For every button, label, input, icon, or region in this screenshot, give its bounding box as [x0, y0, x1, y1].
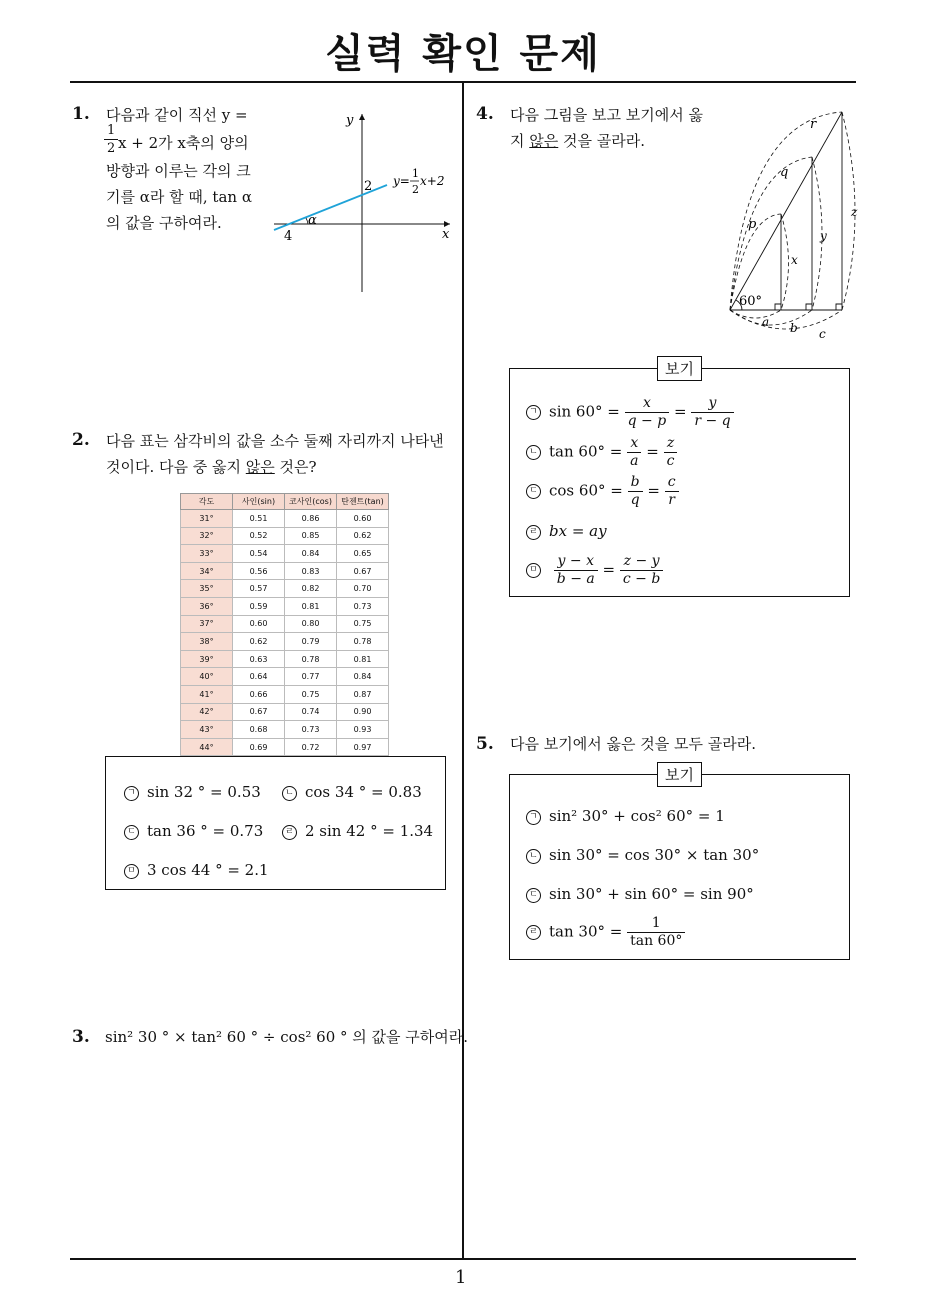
- angle-cell: 42°: [181, 703, 233, 721]
- angle-cell: 37°: [181, 615, 233, 633]
- p-label: p: [748, 217, 757, 232]
- value-cell: 0.66: [233, 685, 285, 703]
- fraction: $\frac{z - y}{c - b}$: [620, 553, 663, 588]
- option-mark: ㄴ: [282, 786, 297, 801]
- q4-option: ㄷ cos 60° = $\frac{b}{q}$ = $\frac{c}{r}$: [526, 474, 679, 509]
- x-intercept-label: 4: [284, 229, 293, 244]
- fraction: $\frac{y}{r - q}$: [691, 395, 733, 430]
- b-label: b: [790, 321, 798, 335]
- table-row: [181, 510, 389, 528]
- option-mark: ㄷ: [124, 825, 139, 840]
- header-cell: 사인(sin): [233, 494, 285, 510]
- q4-figure: [720, 104, 870, 344]
- value-cell: 0.75: [285, 685, 337, 703]
- value-cell: 0.67: [337, 562, 389, 580]
- option-mark: ㄱ: [526, 405, 541, 420]
- value-cell: 0.60: [337, 510, 389, 528]
- table-row: [181, 721, 389, 739]
- angle-cell: 31°: [181, 510, 233, 528]
- angle-cell: 43°: [181, 721, 233, 739]
- angle-cell: 40°: [181, 668, 233, 686]
- q2-line: 다음 표는 삼각비의 값을 소수 둘째 자리까지 나타낸: [106, 432, 444, 450]
- header-cell: 각도: [181, 494, 233, 510]
- option-mark: ㄹ: [526, 925, 541, 940]
- fraction: $\frac{y - x}{b - a}$: [554, 553, 598, 588]
- value-cell: 0.60: [233, 615, 285, 633]
- option-mark: ㅁ: [124, 864, 139, 879]
- q2-option: ㅁ 3 cos 44 ° = 2.1: [124, 861, 269, 879]
- table-row: [181, 615, 389, 633]
- q5-bogi-box: [509, 774, 850, 960]
- q2-underlined-word: 않은: [245, 458, 275, 476]
- table-row: [181, 545, 389, 563]
- y-axis-label: y: [346, 113, 354, 128]
- value-cell: 0.84: [285, 545, 337, 563]
- line-label-pre: y=: [393, 174, 410, 188]
- q5-option: ㄱ sin² 30° + cos² 60° = 1: [526, 807, 725, 825]
- value-cell: 0.52: [233, 527, 285, 545]
- q3-text: sin² 30 ° × tan² 60 ° ÷ cos² 60 ° 의 값을 구하여라.: [105, 1028, 469, 1046]
- bottom-rule: [70, 1258, 856, 1260]
- value-cell: 0.56: [233, 562, 285, 580]
- angle-cell: 38°: [181, 633, 233, 651]
- value-cell: 0.67: [233, 703, 285, 721]
- angle-cell: 44°: [181, 738, 233, 756]
- table-row: [181, 597, 389, 615]
- q1-line: 다음과 같이 직선 y =: [106, 106, 248, 124]
- q4-text: [510, 102, 720, 154]
- q1-text: [106, 102, 266, 236]
- q1-half-fraction: $\frac{1}{2}$: [104, 122, 118, 157]
- value-cell: 0.68: [233, 721, 285, 739]
- fraction: $\frac{b}{q}$: [628, 474, 643, 509]
- q1-number: 1.: [72, 104, 90, 124]
- value-cell: 0.73: [337, 597, 389, 615]
- value-cell: 0.62: [233, 633, 285, 651]
- table-row: [181, 668, 389, 686]
- value-cell: 0.77: [285, 668, 337, 686]
- option-mark: ㄴ: [526, 849, 541, 864]
- q-dashed-arc: [730, 157, 812, 310]
- trig-table-header: [181, 494, 389, 510]
- q4-option: ㄹ bx = ay: [526, 522, 607, 540]
- a-dashed-arc: [730, 310, 781, 318]
- trig-table: [180, 493, 389, 756]
- q2-line-2: 것이다. 다음 중 옳지 않은 것은?: [106, 458, 317, 476]
- page-title: 실력 확인 문제: [325, 31, 601, 77]
- table-row: [181, 738, 389, 756]
- q5-text: 다음 보기에서 옳은 것을 모두 골라라.: [510, 735, 756, 753]
- q1-line: 의 값을 구하여라.: [106, 214, 222, 232]
- q-label: q: [780, 165, 789, 180]
- q2-option: ㄷ tan 36 ° = 0.73: [124, 822, 263, 840]
- angle-cell: 32°: [181, 527, 233, 545]
- q1-graph: [270, 108, 460, 298]
- value-cell: 0.73: [285, 721, 337, 739]
- angle-cell: 41°: [181, 685, 233, 703]
- option-mark: ㄹ: [282, 825, 297, 840]
- q1-line: x + 2가 x축의 양의: [118, 134, 249, 152]
- c-label: c: [819, 327, 826, 341]
- value-cell: 0.63: [233, 650, 285, 668]
- value-cell: 0.97: [337, 738, 389, 756]
- q4-line: 다음 그림을 보고 보기에서 옳: [510, 106, 703, 124]
- fraction: $\frac{z}{c}$: [664, 435, 678, 470]
- fraction: $\frac{1}{\tan 60^\circ}$: [627, 915, 685, 950]
- header-cell: 코사인(cos): [285, 494, 337, 510]
- table-row: [181, 685, 389, 703]
- option-mark: ㄱ: [526, 810, 541, 825]
- q2-option: ㄴ cos 34 ° = 0.83: [282, 783, 422, 801]
- y-label: y: [820, 229, 827, 243]
- angle-cell: 35°: [181, 580, 233, 598]
- fraction: $\frac{x}{q - p}$: [625, 395, 670, 430]
- angle-cell: 34°: [181, 562, 233, 580]
- value-cell: 0.57: [233, 580, 285, 598]
- q2-option: ㄹ 2 sin 42 ° = 1.34: [282, 822, 433, 840]
- value-cell: 0.78: [337, 633, 389, 651]
- value-cell: 0.70: [337, 580, 389, 598]
- q4-underlined-word: 않은: [529, 132, 559, 150]
- q5-option: ㄹ tan 30° = $\frac{1}{\tan 60^\circ}$: [526, 915, 685, 950]
- x-label: x: [791, 253, 798, 267]
- value-cell: 0.80: [285, 615, 337, 633]
- value-cell: 0.90: [337, 703, 389, 721]
- q5-number: 5.: [476, 734, 494, 754]
- trig-table-body: [181, 510, 389, 756]
- value-cell: 0.81: [285, 597, 337, 615]
- option-mark: ㄱ: [124, 786, 139, 801]
- angle-label: 60°: [739, 294, 763, 309]
- value-cell: 0.85: [285, 527, 337, 545]
- value-cell: 0.93: [337, 721, 389, 739]
- value-cell: 0.81: [337, 650, 389, 668]
- value-cell: 0.78: [285, 650, 337, 668]
- q1-line: 방향과 이루는 각의 크: [106, 162, 251, 180]
- q3-number: 3.: [72, 1027, 90, 1047]
- trig-table-wrap: [180, 493, 389, 756]
- option-mark: ㄷ: [526, 484, 541, 499]
- z-label: z: [851, 205, 858, 219]
- q1-line: 기를 α라 할 때, tan α: [106, 188, 252, 206]
- value-cell: 0.64: [233, 668, 285, 686]
- q4-bogi-label: 보기: [657, 356, 702, 381]
- value-cell: 0.84: [337, 668, 389, 686]
- option-mark: ㄷ: [526, 888, 541, 903]
- q2-option: ㄱ sin 32 ° = 0.53: [124, 783, 261, 801]
- option-mark: ㄴ: [526, 445, 541, 460]
- angle-cell: 33°: [181, 545, 233, 563]
- q4-line-2: 지 않은 것을 골라라.: [510, 132, 646, 150]
- q2-text: [106, 428, 462, 480]
- value-cell: 0.74: [285, 703, 337, 721]
- table-row: [181, 580, 389, 598]
- x-axis-label: x: [442, 227, 450, 242]
- r-label: r: [810, 117, 817, 132]
- q5-bogi-label: 보기: [657, 762, 702, 787]
- q4-option: ㄴ tan 60° = $\frac{x}{a}$ = $\frac{z}{c}$: [526, 435, 677, 470]
- alpha-label: α: [308, 213, 317, 228]
- q5-option: ㄴ sin 30° = cos 30° × tan 30°: [526, 846, 759, 864]
- table-row: [181, 650, 389, 668]
- x-dashed-arc: [781, 214, 789, 310]
- right-angle-marks: [775, 304, 842, 310]
- q4-number: 4.: [476, 104, 494, 124]
- value-cell: 0.65: [337, 545, 389, 563]
- q2-options-box: [105, 756, 446, 890]
- value-cell: 0.83: [285, 562, 337, 580]
- value-cell: 0.82: [285, 580, 337, 598]
- table-row: [181, 633, 389, 651]
- value-cell: 0.69: [233, 738, 285, 756]
- column-divider: [462, 82, 464, 1259]
- line-label-num: 1: [412, 167, 419, 180]
- q1-line-with-fraction: [106, 123, 266, 158]
- value-cell: 0.51: [233, 510, 285, 528]
- table-row: [181, 703, 389, 721]
- table-row: [181, 527, 389, 545]
- line-label-post: x+2: [420, 174, 445, 188]
- q5-option: ㄷ sin 30° + sin 60° = sin 90°: [526, 885, 754, 903]
- value-cell: 0.72: [285, 738, 337, 756]
- value-cell: 0.59: [233, 597, 285, 615]
- angle-cell: 36°: [181, 597, 233, 615]
- line-label-den: 2: [412, 183, 419, 196]
- value-cell: 0.75: [337, 615, 389, 633]
- page-number: 1: [455, 1267, 467, 1288]
- y-intercept-label: 2: [364, 179, 373, 194]
- q2-number: 2.: [72, 430, 90, 450]
- angle-cell: 39°: [181, 650, 233, 668]
- option-mark: ㅁ: [526, 563, 541, 578]
- value-cell: 0.87: [337, 685, 389, 703]
- value-cell: 0.62: [337, 527, 389, 545]
- header-cell: 탄젠트(tan): [337, 494, 389, 510]
- value-cell: 0.79: [285, 633, 337, 651]
- q4-option: ㄱ sin 60° = $\frac{x}{q - p}$ = $\frac{y}{r - q}$: [526, 395, 734, 430]
- value-cell: 0.86: [285, 510, 337, 528]
- fraction: $\frac{x}{a}$: [627, 435, 641, 470]
- option-mark: ㄹ: [526, 525, 541, 540]
- a-label: a: [762, 315, 770, 329]
- fraction: $\frac{c}{r}$: [665, 474, 679, 509]
- q4-option: ㅁ $\frac{y - x}{b - a}$ = $\frac{z - y}{c - b}$: [526, 553, 663, 588]
- value-cell: 0.54: [233, 545, 285, 563]
- table-row: [181, 562, 389, 580]
- q4-bogi-box: [509, 368, 850, 597]
